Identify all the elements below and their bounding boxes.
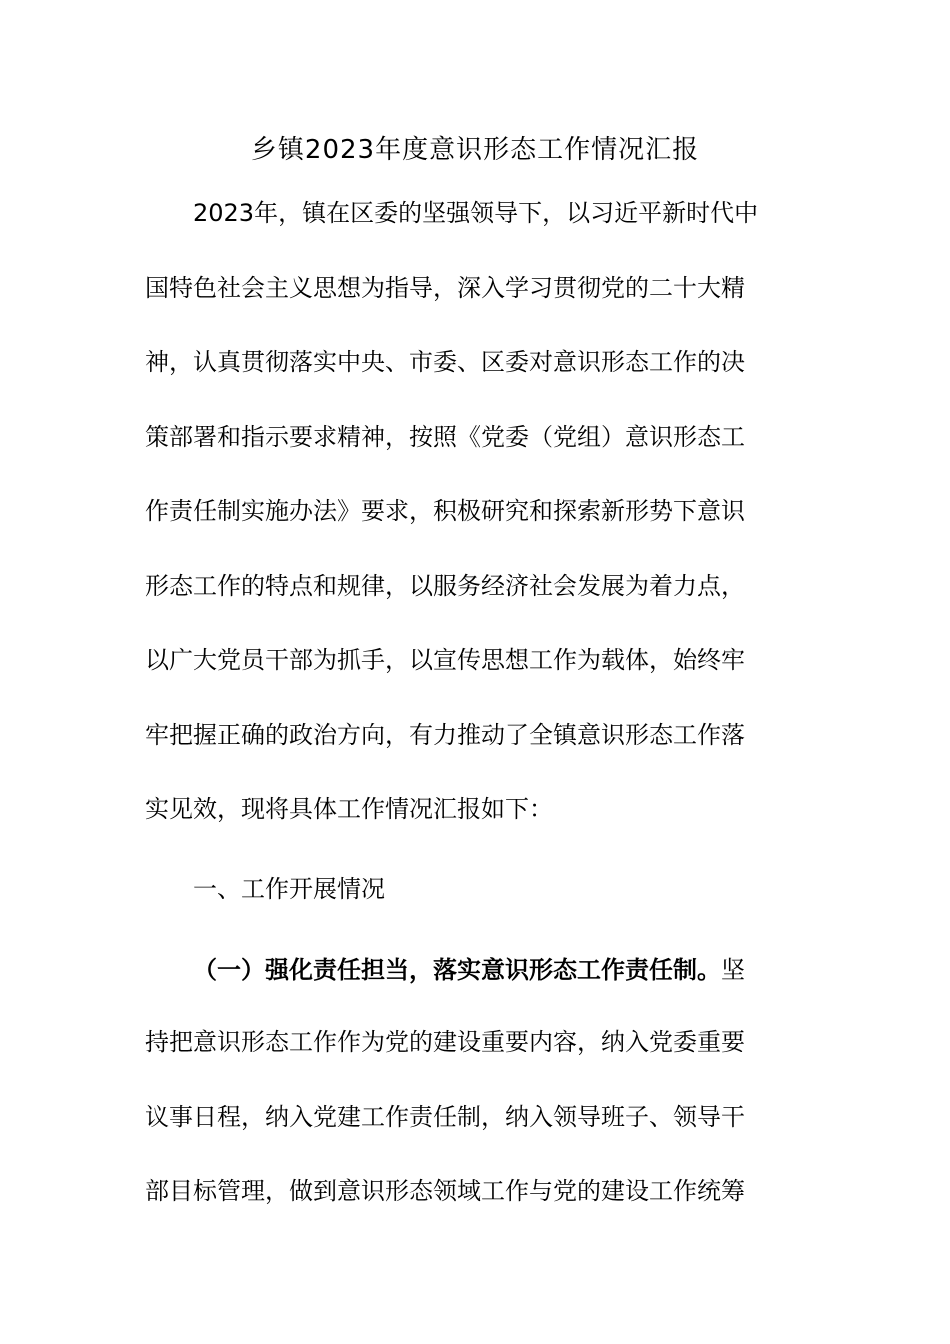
paragraph-line: 议事日程，纳入党建工作责任制，纳入领导班子、领导干: [145, 1103, 745, 1131]
document-title: 乡镇2023年度意识形态工作情况汇报: [250, 135, 700, 165]
paragraph-line: 持把意识形态工作作为党的建设重要内容，纳入党委重要: [145, 1028, 745, 1056]
paragraph-line: 部目标管理，做到意识形态领域工作与党的建设工作统筹: [145, 1177, 745, 1205]
paragraph-line: 实见效，现将具体工作情况汇报如下：: [145, 795, 553, 823]
paragraph-line: 形态工作的特点和规律，以服务经济社会发展为着力点，: [145, 572, 745, 600]
paragraph-line: 牢把握正确的政治方向，有力推动了全镇意识形态工作落: [145, 721, 745, 749]
section-heading: 一、工作开展情况: [193, 875, 385, 903]
subsection-heading: （一）强化责任担当，落实意识形态工作责任制。: [193, 956, 721, 984]
paragraph-line: 作责任制实施办法》要求，积极研究和探索新形势下意识: [145, 497, 745, 525]
paragraph-line: 策部署和指示要求精神，按照《党委（党组）意识形态工: [145, 423, 745, 451]
paragraph-line: 2023年，镇在区委的坚强领导下，以习近平新时代中: [193, 199, 759, 227]
paragraph-line: 神，认真贯彻落实中央、市委、区委对意识形态工作的决: [145, 348, 745, 376]
paragraph-line: 国特色社会主义思想为指导，深入学习贯彻党的二十大精: [145, 274, 745, 302]
subsection-first-line: [193, 950, 745, 990]
paragraph-line: 以广大党员干部为抓手，以宣传思想工作为载体，始终牢: [145, 646, 745, 674]
subsection-line-tail: 坚: [721, 956, 745, 984]
